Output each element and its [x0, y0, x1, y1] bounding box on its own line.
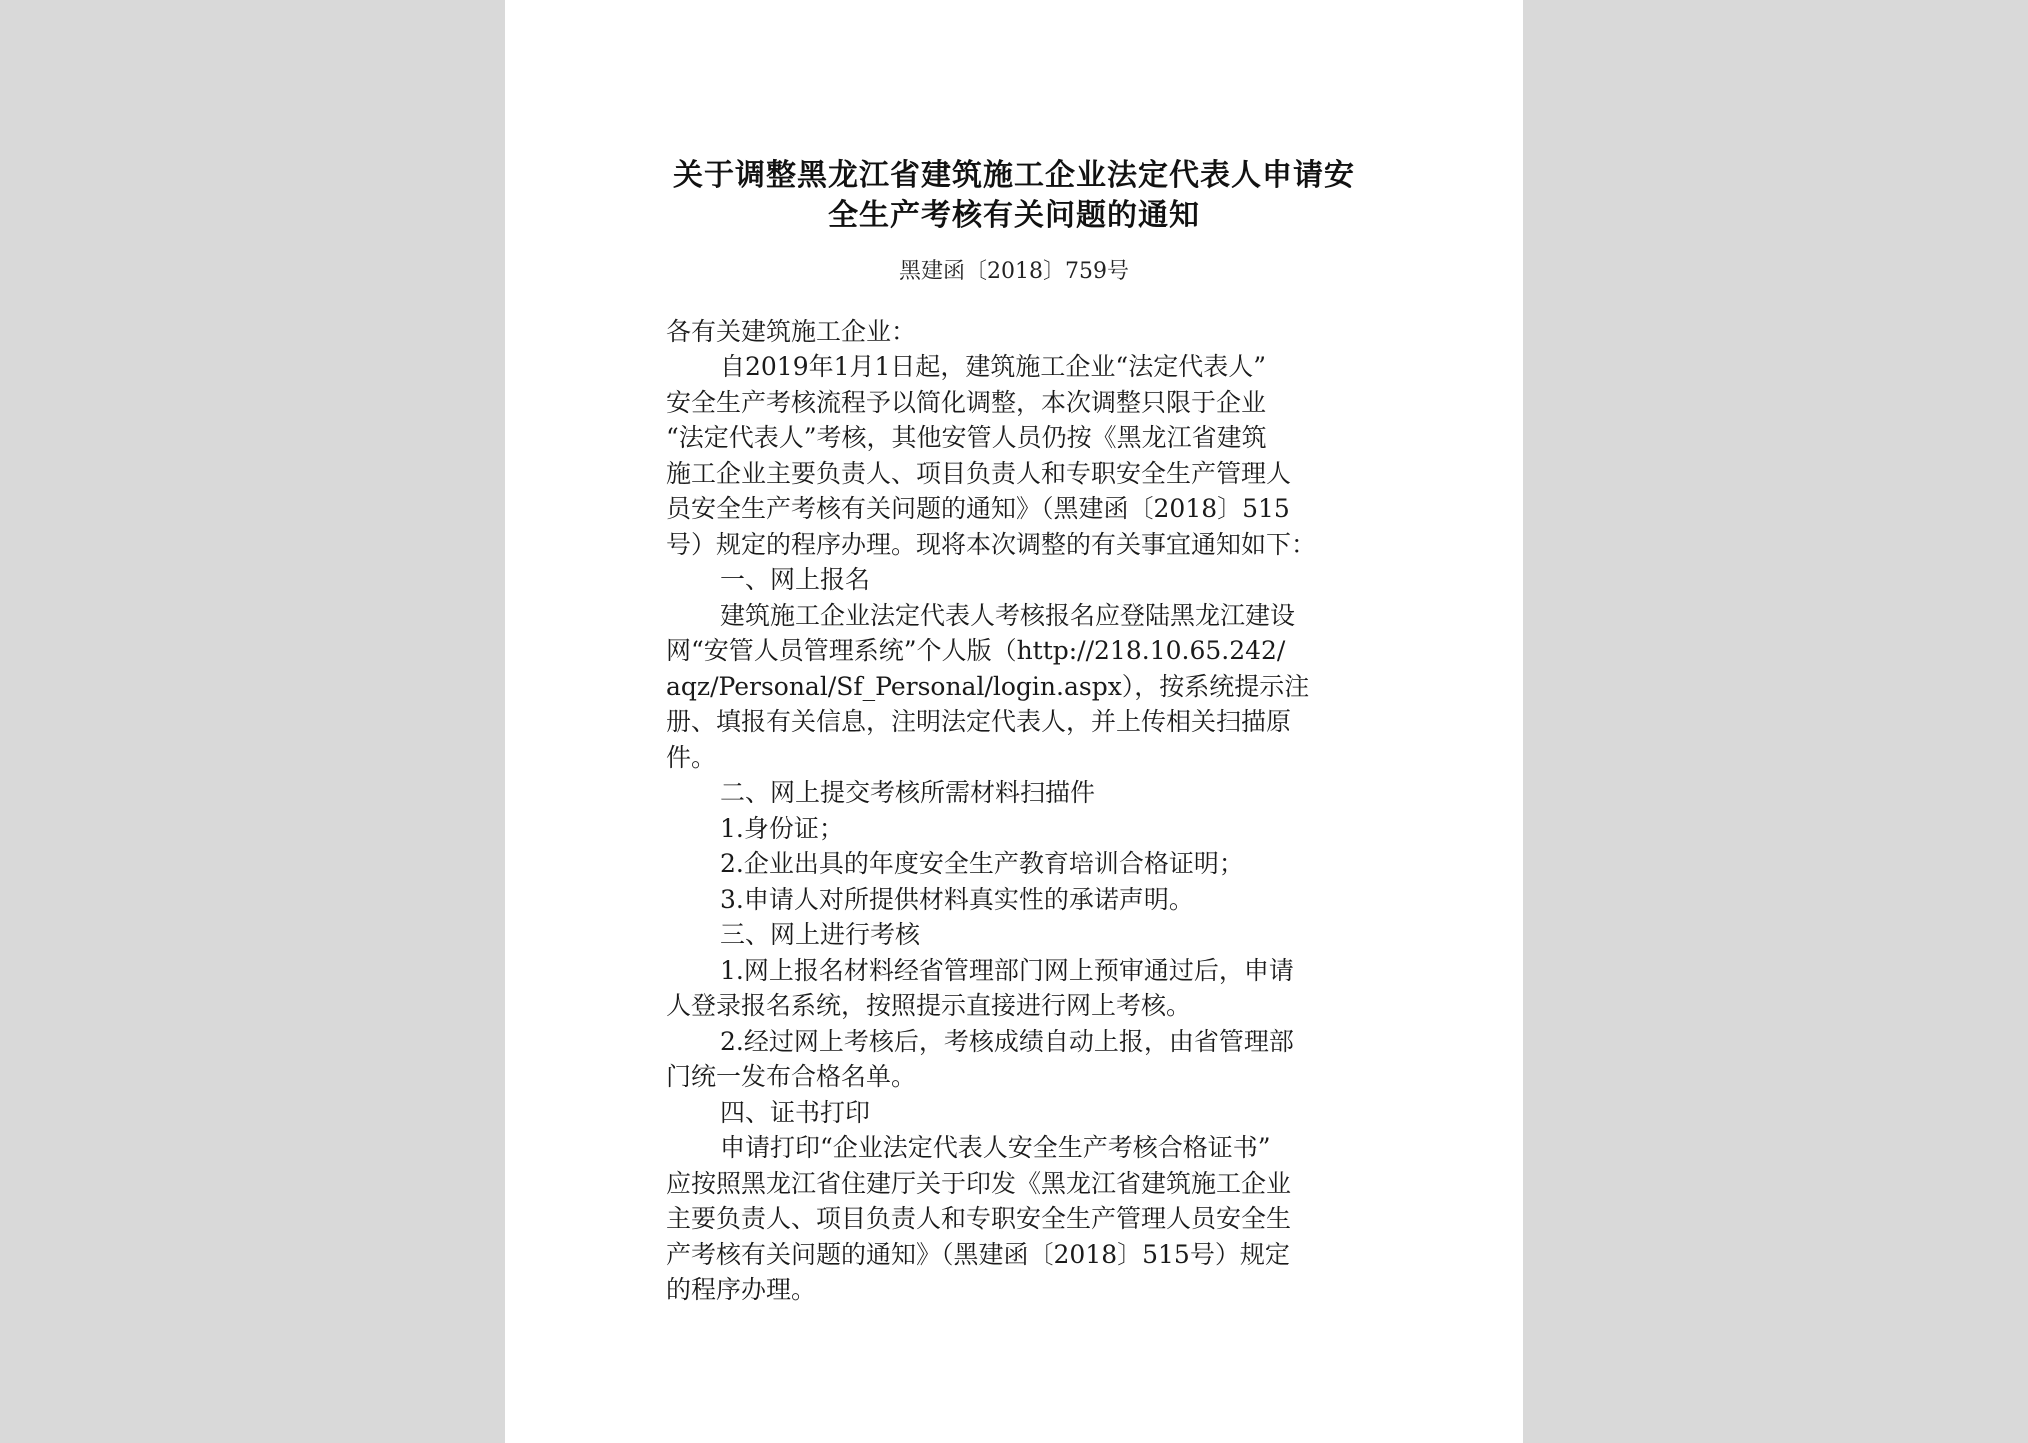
document-title-line-2: 全生产考核有关问题的通知 — [828, 198, 1200, 233]
body-line: 门统一发布合格名单。 — [666, 1062, 917, 1091]
list-item: 2.经过网上考核后，考核成绩自动上报，由省管理部 — [720, 1027, 1294, 1056]
body-line: 自2019年1月1日起，建筑施工企业“法定代表人” — [720, 352, 1266, 381]
list-item: 1.网上报名材料经省管理部门网上预审通过后，申请 — [720, 956, 1294, 985]
body-line: 号）规定的程序办理。现将本次调整的有关事宜通知如下： — [666, 530, 1317, 559]
section-heading-4: 四、证书打印 — [720, 1098, 871, 1127]
document-title-line-1: 关于调整黑龙江省建筑施工企业法定代表人申请安 — [673, 158, 1355, 193]
body-line: aqz/Personal/Sf_Personal/login.aspx），按系统提示注 — [666, 672, 1310, 701]
body-line: 网“安管人员管理系统”个人版（http://218.10.65.242/ — [666, 636, 1286, 665]
body-line: 建筑施工企业法定代表人考核报名应登陆黑龙江建设 — [720, 601, 1296, 630]
body-line: 施工企业主要负责人、项目负责人和专职安全生产管理人 — [666, 459, 1292, 488]
list-item: 2.企业出具的年度安全生产教育培训合格证明； — [720, 849, 1244, 878]
section-heading-3: 三、网上进行考核 — [720, 920, 921, 949]
document-number: 黑建函〔2018〕759号 — [899, 259, 1129, 284]
section-heading-2: 二、网上提交考核所需材料扫描件 — [720, 778, 1096, 807]
body-line: 申请打印“企业法定代表人安全生产考核合格证书” — [720, 1133, 1271, 1162]
body-line: 的程序办理。 — [666, 1275, 817, 1304]
body-line: 人登录报名系统，按照提示直接进行网上考核。 — [666, 991, 1192, 1020]
document-page — [505, 0, 1523, 1443]
body-line: “法定代表人”考核，其他安管人员仍按《黑龙江省建筑 — [666, 423, 1267, 452]
list-item: 3.申请人对所提供材料真实性的承诺声明。 — [720, 885, 1194, 914]
body-line: 主要负责人、项目负责人和专职安全生产管理人员安全生 — [666, 1204, 1292, 1233]
body-line: 安全生产考核流程予以简化调整，本次调整只限于企业 — [666, 388, 1267, 417]
body-line: 产考核有关问题的通知》（黑建函〔2018〕515号）规定 — [666, 1240, 1290, 1269]
list-item: 1.身份证； — [720, 814, 844, 843]
body-line: 员安全生产考核有关问题的通知》（黑建函〔2018〕515 — [666, 494, 1290, 523]
addressee: 各有关建筑施工企业： — [666, 317, 917, 346]
body-line: 册、填报有关信息，注明法定代表人，并上传相关扫描原 — [666, 707, 1292, 736]
body-line: 应按照黑龙江省住建厅关于印发《黑龙江省建筑施工企业 — [666, 1169, 1292, 1198]
section-heading-1: 一、网上报名 — [720, 565, 871, 594]
body-line: 件。 — [666, 743, 717, 772]
